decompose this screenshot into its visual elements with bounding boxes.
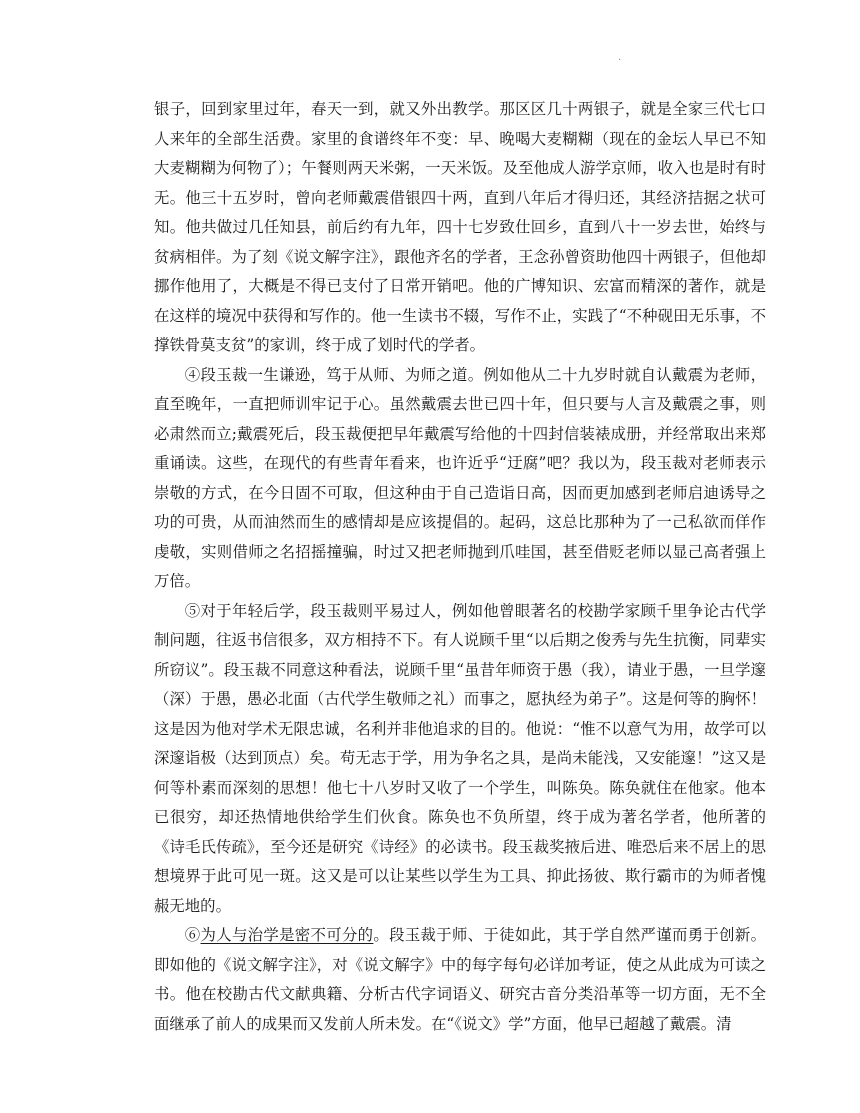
paragraph-6 xyxy=(154,921,766,1039)
article-body xyxy=(154,95,766,1039)
paragraph-4: ④段玉裁一生谦逊，笃于从师、为师之道。例如他从二十九岁时就自认戴震为老师，直至晚年，一直把师训牢记于心。虽然戴震去世已四十年，但只要与人言及戴震之事，则必肃然而立;戴震死后，段玉裁便把早年戴震写给他的十四封信装裱成册，并经常取出来郑重诵读。这些，在现代的有些青年看来，也许近乎“迂腐”吧？我以为，段玉裁对老师表示崇敬的方式，在今日固不可取，但这种由于自己造诣日高，因而更加感到老师启迪诱导之功的可贵，从而油然而生的感情却是应该提倡的。起码，这总比那种为了一己私欲而佯作虔敬，实则借师之名招摇撞骗，时过又把老师抛到爪哇国，甚至借贬老师以显己高者强上万倍。 xyxy=(154,365,766,590)
paragraph-1: 银子，回到家里过年，春天一到，就又外出教学。那区区几十两银子，就是全家三代七口人来年的全部生活费。家里的食谱终年不变：早、晚喝大麦糊糊（现在的金坛人早已不知大麦糊糊为何物了）；午餐则两天米粥，一天米饭。及至他成人游学京师，收入也是时有时无。他三十五岁时，曾向老师戴震借银四十两，直到八年后才得归还，其经济拮据之状可知。他共做过几任知县，前后约有九年，四十七岁致仕回乡，直到八十一岁去世，始终与贫病相伴。为了刻《说文解字注》，跟他齐名的学者，王念孙曾资助他四十两银子，但他却挪作他用了，大概是不得已支付了日常开销吧。他的广博知识、宏富而精深的著作，就是在这样的境况中获得和写作的。他一生读书不辍，写作不止，实践了“不种砚田无乐事，不撑铁骨莫支贫”的家训，终于成了划时代的学者。 xyxy=(154,100,766,354)
paragraph-5: ⑤对于年轻后学，段玉裁则平易过人，例如他曾眼著名的校勘学家顾千里争论古代学制问题，往返书信很多，双方相持不下。有人说顾千里“以后期之俊秀与先生抗衡，同辈实所窃议”。段玉裁不同意这种看法，说顾千里“虽昔年师资于愚（我），请业于愚，一旦学邃（深）于愚，愚必北面（古代学生敬师之礼）而事之，愿执经为弟子”。这是何等的胸怀！这是因为他对学术无限忠诚，名利并非他追求的目的。他说：“惟不以意气为用，故学可以深邃诣极（达到顶点）矣。苟无志于学，用为争名之具，是尚未能浅，又安能邃！”这又是何等朴素而深刻的思想！他七十八岁时又收了一个学生，叫陈奂。陈奂就住在他家。他本已很穷，却还热情地供给学生们伙食。陈奂也不负所望，终于成为著名学者，他所著的《诗毛氏传疏》，至今还是研究《诗经》的必读书。段玉裁奖掖后进、唯恐后来不居上的思想境界于此可见一斑。这又是可以让某些以学生为工具、抑此扬彼、欺行霸市的为师者愧赧无地的。 xyxy=(154,601,766,915)
header-mark: . xyxy=(618,52,622,63)
paragraph-6-number: ⑥ xyxy=(184,926,201,944)
underlined-thesis: 为人与治学是密不可分的 xyxy=(200,926,374,944)
paragraph-6-text: 。段玉裁于师、于徒如此，其于学自然严谨而勇于创新。即如他的《说文解字注》，对《说文解字》中的每字每句必详加考证，使之从此成为可读之书。他在校勘古代文献典籍、分析古代字词语义、研究古音分类沿革等一切方面，无不全面继承了前人的成果而又发前人所未发。在“《说文》学”方面，他早已超越了戴震。清 xyxy=(154,926,766,1033)
